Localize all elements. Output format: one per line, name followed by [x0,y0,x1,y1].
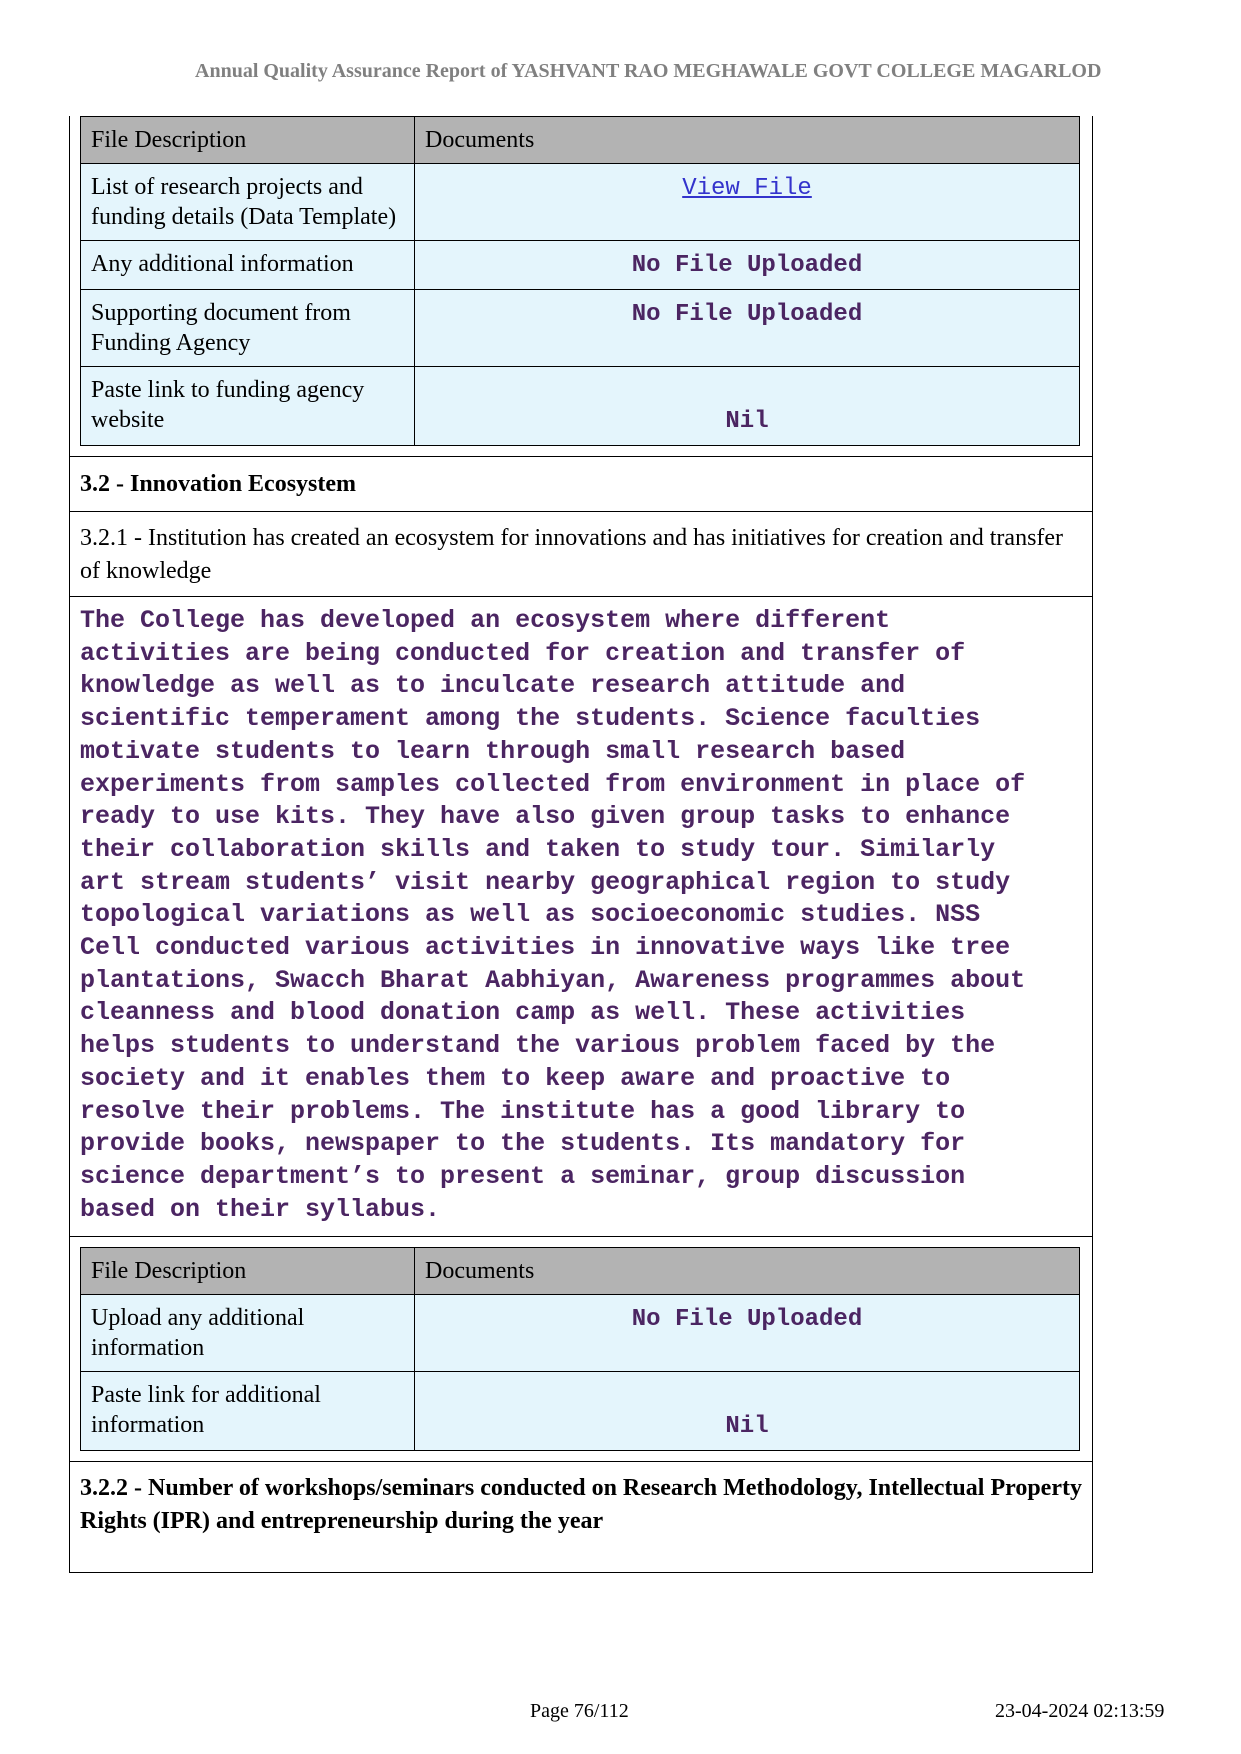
document-cell [415,241,1080,290]
report-content-frame [69,116,1093,1573]
criterion-3-2-1: 3.2.1 - Institution has created an ecosystem for innovations and has initiatives for creation and transfer of knowledge [70,511,1092,596]
table-row [81,241,1080,290]
column-header-file-description: File Description [81,1248,415,1295]
file-description-cell: Paste link for additional information [81,1372,415,1451]
section-title-innovation-ecosystem: 3.2 - Innovation Ecosystem [70,456,1092,511]
file-description-cell: List of research projects and funding details (Data Template) [81,164,415,241]
additional-files-section [70,1236,1092,1461]
file-description-cell: Paste link to funding agency website [81,367,415,446]
table-row [81,1372,1080,1451]
document-cell [415,1295,1080,1372]
file-description-cell: Upload any additional information [81,1295,415,1372]
nil-value: Nil [725,408,769,435]
document-cell [415,164,1080,241]
no-file-uploaded-status: No File Uploaded [631,1306,863,1334]
nil-value: Nil [725,1413,769,1441]
criterion-3-2-2: 3.2.2 - Number of workshops/seminars conducted on Research Methodology, Intellectual Property Rights (IPR) and entrepreneurship during the year [70,1461,1092,1572]
table-row [81,290,1080,367]
generated-timestamp: 23-04-2024 02:13:59 [995,1700,1165,1722]
view-file-link[interactable]: View File [682,175,812,202]
criterion-3-2-1-response: The College has developed an ecosystem where different activities are being conducted for creation and transfer of knowledge as well as to inculcate research attitude and scientific temperament among the students. Science faculties motivate students to learn through small research based experiments from samples collected from environment in place of ready to use kits. They have also given group tasks to enhance their collaboration skills and taken to study tour. Similarly art stream students’ visit nearby geographical region to study topological variations as well as socioeconomic studies. NSS Cell conducted various activities in innovative ways like tree plantations, Swacch Bharat Aabhiyan, Awareness programmes about cleanness and blood donation camp as well. These activities helps students to understand the various problem faced by the society and it enables them to keep aware and proactive to resolve their problems. The institute has a good library to provide books, newspaper to the students. Its mandatory for science department’s to present a seminar, group discussion based on their syllabus. [70,596,1092,1236]
table-row [81,164,1080,241]
funding-files-table [80,116,1080,446]
column-header-file-description: File Description [81,117,415,164]
additional-files-table [80,1247,1080,1451]
file-description-cell: Any additional information [81,241,415,290]
file-description-cell: Supporting document from Funding Agency [81,290,415,367]
table-row [81,1295,1080,1372]
table-header-row [81,1248,1080,1295]
column-header-documents: Documents [415,1248,1080,1295]
no-file-uploaded-status: No File Uploaded [631,301,863,328]
report-header-title: Annual Quality Assurance Report of YASHVANT RAO MEGHAWALE GOVT COLLEGE MAGARLOD [195,60,1102,82]
document-cell [415,367,1080,446]
table-row [81,367,1080,446]
document-cell [415,1372,1080,1451]
table-header-row [81,117,1080,164]
column-header-documents: Documents [415,117,1080,164]
funding-files-section [70,116,1092,456]
no-file-uploaded-status: No File Uploaded [631,252,863,279]
document-cell [415,290,1080,367]
page-number: Page 76/112 [530,1700,629,1722]
